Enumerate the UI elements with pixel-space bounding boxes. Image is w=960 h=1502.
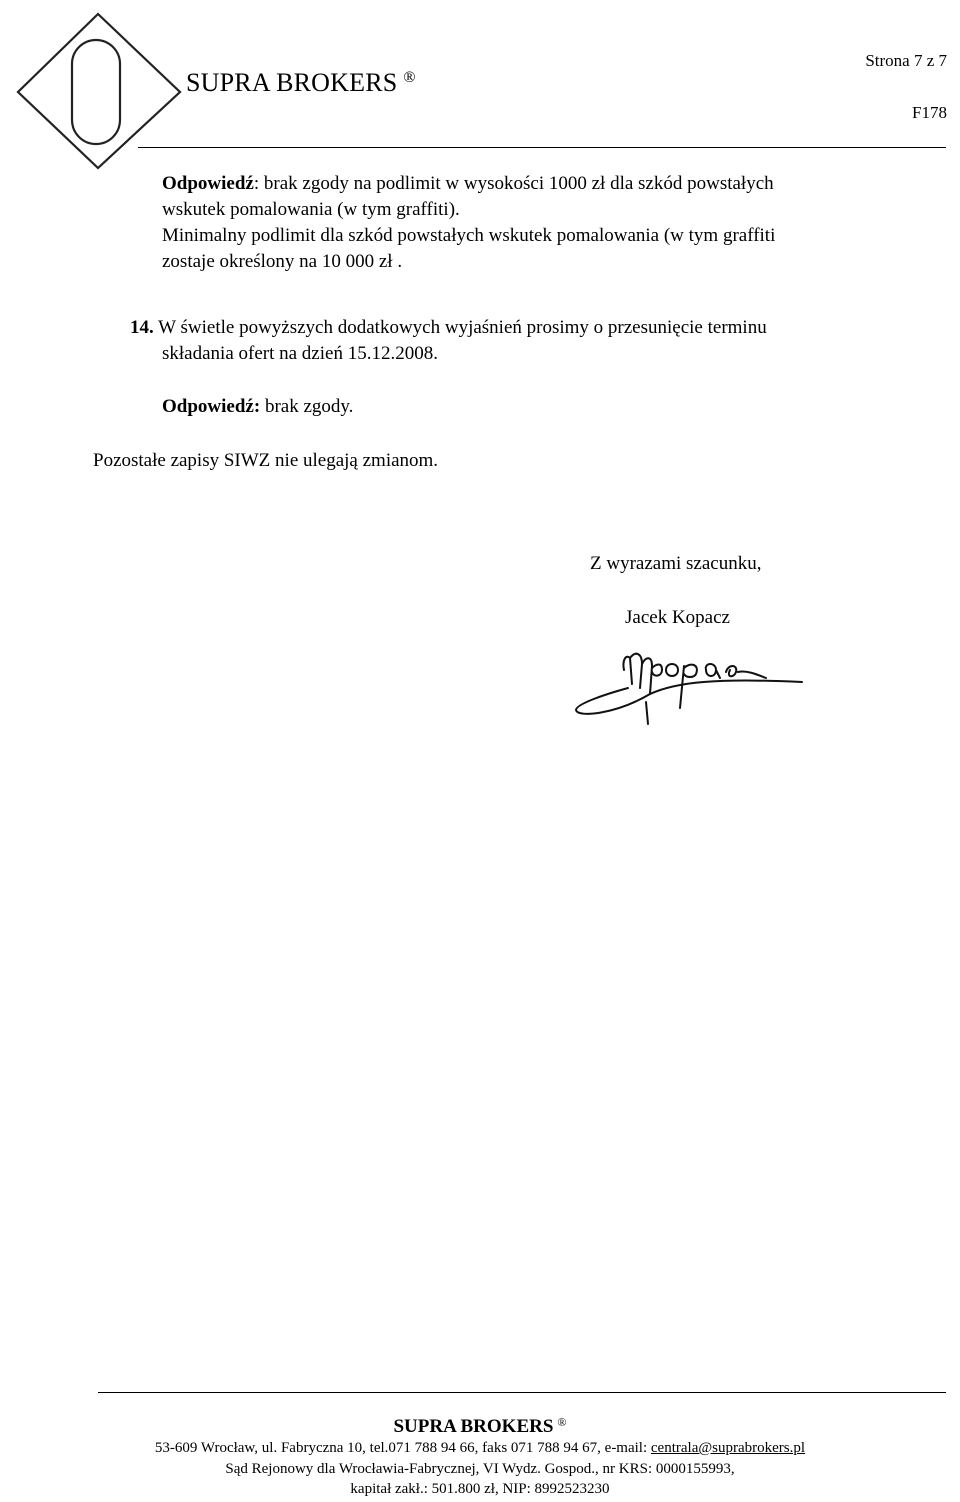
footer-divider bbox=[98, 1392, 946, 1393]
question-14-number: 14. bbox=[130, 317, 154, 338]
footer-email-link[interactable]: centrala@suprabrokers.pl bbox=[650, 1440, 806, 1456]
registered-mark: ® bbox=[403, 69, 416, 86]
company-logo bbox=[12, 10, 192, 170]
answer-2-text: brak zgody. bbox=[260, 396, 354, 417]
question-14-line-2: składania ofert na dzień 15.12.2008. bbox=[162, 343, 438, 364]
page-number: Strona 7 z 7 bbox=[865, 51, 947, 70]
answer-1-line-3: Minimalny podlimit dla szkód powstałych wskutek pomalowania (w tym graffiti bbox=[162, 225, 776, 246]
question-14 bbox=[130, 315, 767, 367]
document-code: F178 bbox=[912, 103, 947, 122]
footer-court: Sąd Rejonowy dla Wrocławia-Fabrycznej, VI Wydz. Gospod., nr KRS: 0000155993, bbox=[225, 1461, 735, 1477]
signatory-name: Jacek Kopacz bbox=[625, 607, 730, 628]
answer-1-line-4: zostaje określony na 10 000 zł . bbox=[162, 251, 403, 272]
regards: Z wyrazami szacunku, bbox=[590, 553, 762, 574]
footer-address bbox=[0, 1440, 960, 1457]
answer-2 bbox=[162, 394, 353, 420]
footer-brand bbox=[0, 1415, 960, 1438]
answer-1-line-1: Odpowiedź: brak zgody na podlimit w wysokości 1000 zł dla szkód powstałych bbox=[162, 173, 774, 194]
footer-brand-name: SUPRA BROKERS bbox=[393, 1416, 554, 1437]
header-brand-name: SUPRA BROKERS bbox=[186, 68, 398, 97]
answer-1-line-2: wskutek pomalowania (w tym graffiti). bbox=[162, 199, 460, 220]
question-14-line-1: 14. W świetle powyższych dodatkowych wyjaśnień prosimy o przesunięcie terminu bbox=[130, 317, 767, 338]
answer-1 bbox=[162, 171, 775, 275]
footer-capital: kapitał zakł.: 501.800 zł, NIP: 8992523230 bbox=[350, 1481, 610, 1497]
closing-note: Pozostałe zapisy SIWZ nie ulegają zmianom. bbox=[93, 450, 439, 471]
header-brand bbox=[186, 68, 416, 98]
footer-address-text: 53-609 Wrocław, ul. Fabryczna 10, tel.071 788 94 66, faks 071 788 94 67, e-mail: bbox=[154, 1440, 651, 1456]
header-divider bbox=[138, 147, 946, 148]
answer-1-label: Odpowiedź bbox=[162, 173, 254, 194]
handwritten-signature bbox=[566, 648, 806, 730]
answer-2-label: Odpowiedź: bbox=[162, 396, 261, 417]
footer-registered-mark: ® bbox=[557, 1415, 567, 1429]
